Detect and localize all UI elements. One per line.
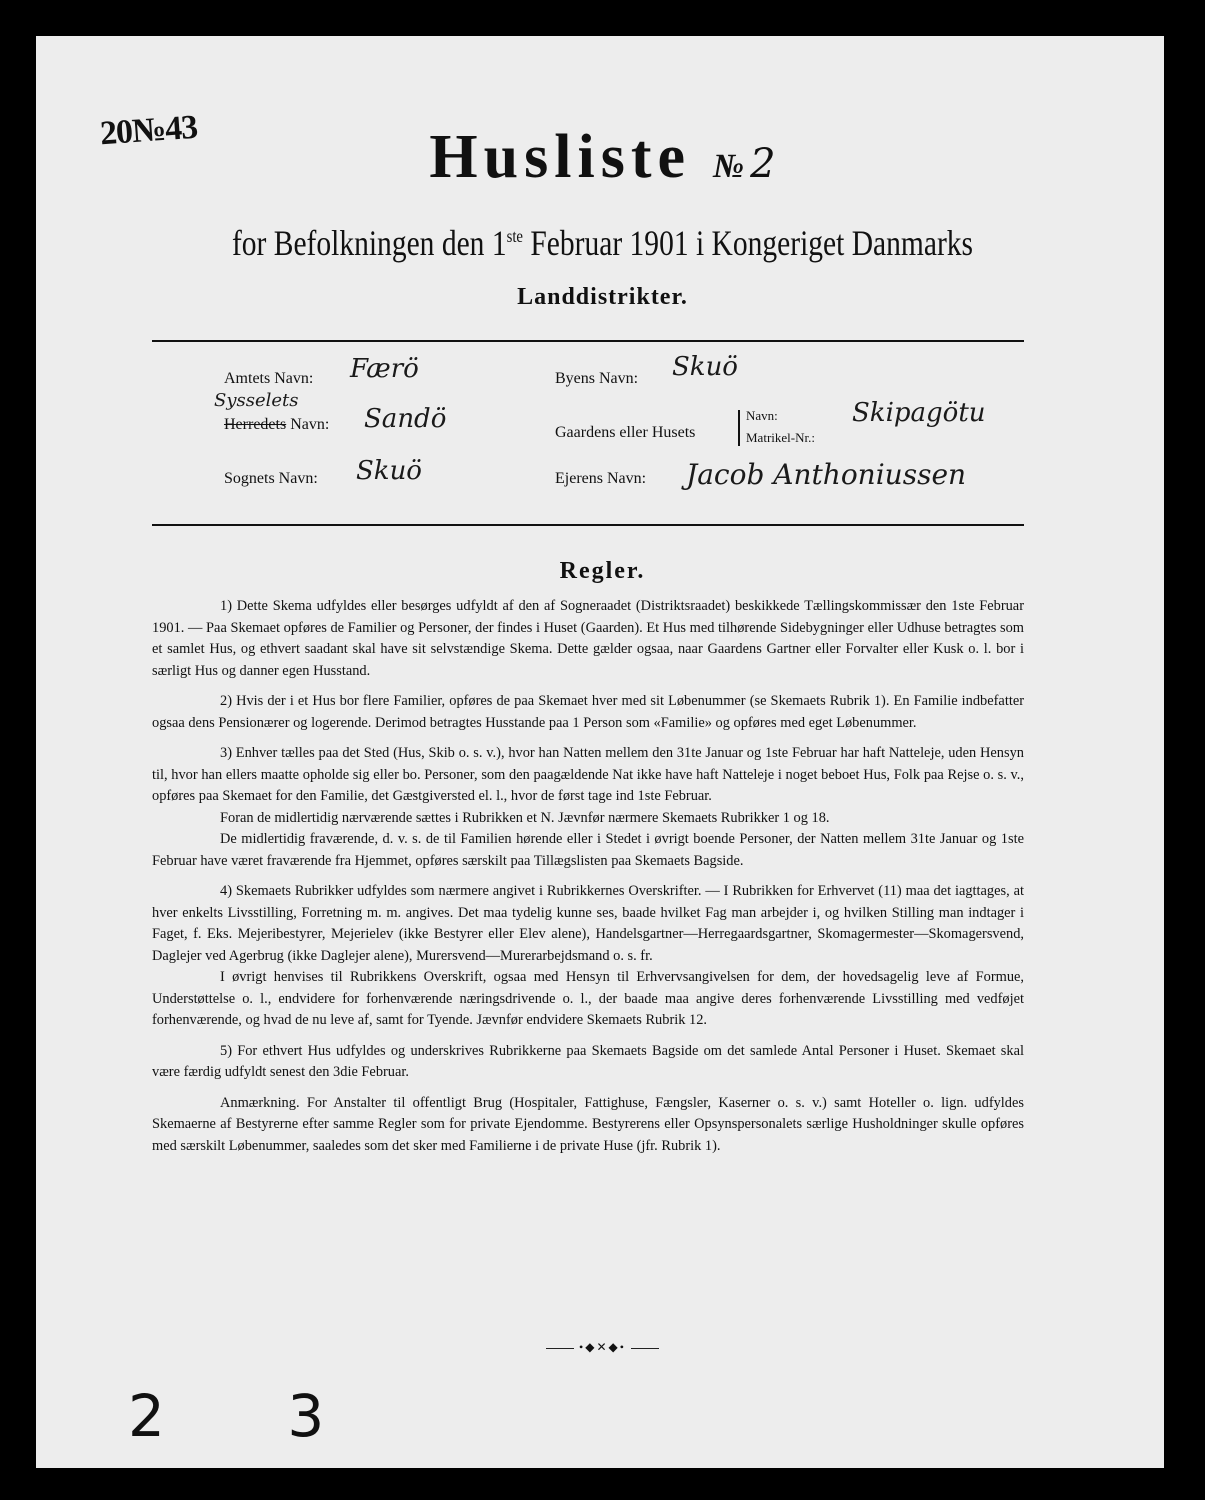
rule-3-fravaerende: De midlertidig fraværende, d. v. s. de til Familien hørende eller i Stedet i øvrigt boende Personer, der Natten mellem 31te Januar og 1ste Februar have været fraværende fra Hjemmet, opføres særskilt paa Tillægslisten paa Skemaets Bagside. — [152, 831, 1024, 869]
number-label: № — [713, 148, 745, 185]
subtitle-before: for Befolkningen den 1 — [231, 223, 507, 263]
rules-body — [152, 596, 1024, 1166]
page-title: Husliste — [429, 123, 691, 191]
rule-2: 2) Hvis der i et Hus bor flere Familier, opføres de paa Skemaet hver med sit Løbenummer (se Skemaets Rubrik 1). En Familie indbefatter ogsaa dens Pensionærer og logerende. Derimod betragtes Husstande paa 1 Person som «Familie» og opføres med eget Løbenummer. — [152, 693, 1024, 731]
herred-label — [224, 416, 329, 434]
subtitle-after: Februar 1901 i Kongeriget Danmarks — [522, 223, 974, 263]
bottom-handwritten-number: 2 3 — [128, 1382, 377, 1450]
amt-value: Færö — [350, 354, 419, 384]
gaard-brace — [738, 410, 740, 446]
rule-3-foran: Foran de midlertidig nærværende sættes i Rubrikken et N. Jævnfør nærmere Skemaets Rubrikker 1 og 18. — [220, 809, 830, 826]
ornament-divider — [0, 1340, 1205, 1355]
rule-1: 1) Dette Skema udfyldes eller besørges udfyldt af den af Sogneraadet (Distriktsraadet) beskikkede Tællingskommissær den 1ste Februar 1901. — Paa Skemaet opføres de Familier og Personer, der findes i Huset (Gaarden). Et Hus med tilhørende Sidebygninger eller Udhuse betragtes som et samlet Hus, og ethvert saadant skal have sit selvstændige Skema. Dette gælder ogsaa, naar Gaardens Gartner eller Forvalter eller Kusk o. l. bor i særligt Hus og danner egen Husstand. — [152, 598, 1024, 679]
herred-value: Sandö — [364, 404, 447, 434]
herred-label-struck: Herredets — [224, 416, 287, 433]
by-label: Byens Navn: — [555, 370, 639, 387]
handwritten-number: 2 — [750, 141, 776, 187]
gaard-value: Skipagötu — [852, 398, 986, 428]
rule-4: 4) Skemaets Rubrikker udfyldes som nærmere angivet i Rubrikkernes Overskrifter. — I Rubrikken for Erhvervet (11) maa det iagttages, at hver enkelts Livsstilling, Forretning m. m. angives. Det maa tydelig kunne ses, baade hvilket Fag man arbejder i, og hvilken Stilling man indtager i Faget, f. Eks. Mejeribestyrer, Mejerielev (ikke Bestyrer eller Elev alene), Handelsgartner—Herregaardsgartner, Skomagermester—Skomagersvend, Daglejer ved Agerbrug (ikke Daglejer alene), Murersvend—Murerarbejdsmand o. s. fr. — [152, 883, 1024, 964]
rule-4-oevrigt: I øvrigt henvises til Rubrikkens Overskrift, ogsaa med Hensyn til Erhvervsangivelsen for dem, der hovedsagelig leve af Formue, Understøttelse o. l., endvidere for forhenværende næringsdrivende o. l., der baade maa angive deres forhenværende Livsstilling med vedføjet forhenværende, og hvad de nu leve af, samt for Tyende. Jævnfør endvidere Skemaets Rubrik 12. — [152, 969, 1024, 1028]
archive-stamp: 20№43 — [98, 108, 199, 153]
ornament-line-left — [546, 1348, 574, 1349]
rules-title: Regler. — [559, 558, 646, 584]
ornament-glyphs: •◆✕◆• — [579, 1340, 626, 1354]
rule-anmaerkning: Anmærkning. For Anstalter til offentligt Brug (Hospitaler, Fattighuse, Fængsler, Kaserner o. s. v.) samt Hoteller o. lign. udfyldes Skemaerne af Bestyrerne efter samme Regler som for private Ejendomme. Bestyrerens eller Opsynspersonalets særlige Husholdninger skulle opføres med særskilt Løbenummer, saaledes som det sker med Familierne i de private Huse (jfr. Rubrik 1). — [152, 1094, 1024, 1154]
amt-label: Amtets Navn: — [224, 370, 314, 387]
subtitle-sup: ste — [506, 226, 523, 246]
gaard-sub-navn: Navn: — [746, 408, 778, 423]
herred-hand-prefix: Sysselets — [214, 390, 299, 411]
sogn-label: Sognets Navn: — [224, 470, 318, 487]
rule-5: 5) For ethvert Hus udfyldes og underskrives Rubrikkerne paa Skemaets Bagside om det samlede Antal Personer i Huset. Skemaet skal være færdig udfyldt senest den 3die Februar. — [152, 1042, 1024, 1080]
subtitle — [108, 222, 1096, 264]
ejer-value: Jacob Anthoniussen — [686, 458, 967, 491]
ornament-line-right — [631, 1348, 659, 1349]
subtitle-districts: Landdistrikter. — [517, 284, 688, 310]
middle-divider — [152, 524, 1024, 526]
rule-3: 3) Enhver tælles paa det Sted (Hus, Skib o. s. v.), hvor han Natten mellem den 31te Januar og 1ste Februar har haft Natteleje, uden Hensyn til, hvor han ellers maatte opholde sig eller bo. Personer, som den paagældende Nat ikke have haft Natteleje i noget beboet Hus, Folk paa Rejse o. s. v., opføres paa Skemaet for den Familie, det Gæstgiversted el. l., hvor de først tage ind 1ste Februar. — [152, 745, 1024, 804]
sogn-value: Skuö — [356, 456, 422, 486]
ejer-label: Ejerens Navn: — [555, 470, 647, 487]
top-divider — [152, 340, 1024, 342]
gaard-label: Gaardens eller Husets — [555, 424, 696, 441]
gaard-sub-matrikel: Matrikel-Nr.: — [746, 430, 815, 445]
herred-label-rest: Navn: — [286, 416, 330, 433]
by-value: Skuö — [672, 352, 738, 382]
title-block — [0, 122, 1205, 193]
